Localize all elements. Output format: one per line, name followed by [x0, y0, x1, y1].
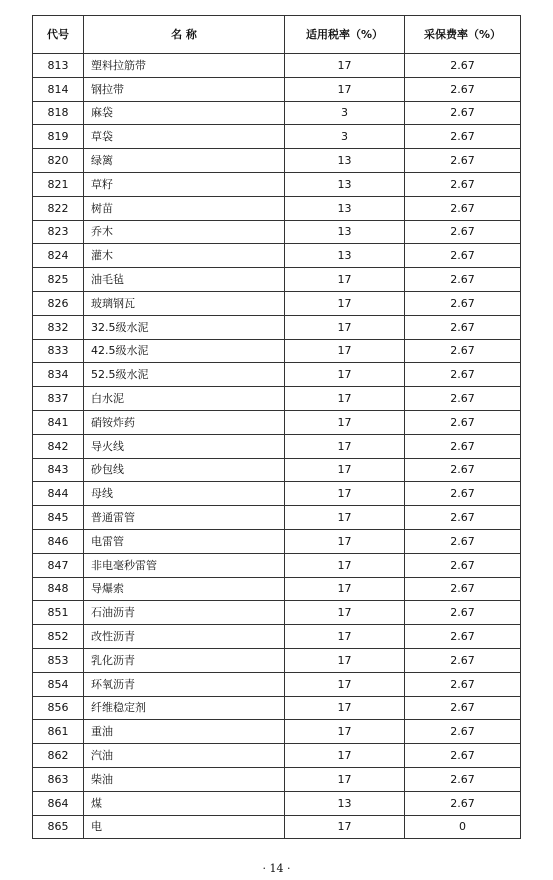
table-row [33, 696, 521, 720]
cell-fee-rate: 2.67 [405, 720, 521, 744]
table-row [33, 458, 521, 482]
cell-name: 改性沥青 [84, 625, 285, 649]
table-row [33, 410, 521, 434]
table-row [33, 339, 521, 363]
cell-name: 导爆索 [84, 577, 285, 601]
cell-tax-rate: 17 [285, 339, 405, 363]
table-row [33, 648, 521, 672]
table-row [33, 125, 521, 149]
cell-tax-rate: 17 [285, 672, 405, 696]
table-row [33, 815, 521, 839]
cell-code: 865 [33, 815, 84, 839]
cell-name: 白水泥 [84, 387, 285, 411]
table-row [33, 220, 521, 244]
cell-fee-rate: 2.67 [405, 577, 521, 601]
cell-code: 837 [33, 387, 84, 411]
cell-code: 856 [33, 696, 84, 720]
cell-tax-rate: 17 [285, 268, 405, 292]
cell-name: 乳化沥青 [84, 648, 285, 672]
cell-tax-rate: 13 [285, 220, 405, 244]
cell-name: 草籽 [84, 172, 285, 196]
cell-name: 草袋 [84, 125, 285, 149]
cell-fee-rate: 2.67 [405, 172, 521, 196]
header-tax-rate: 适用税率（%） [285, 16, 405, 54]
cell-name: 麻袋 [84, 101, 285, 125]
cell-fee-rate: 2.67 [405, 410, 521, 434]
cell-name: 普通雷管 [84, 506, 285, 530]
cell-fee-rate: 2.67 [405, 244, 521, 268]
cell-fee-rate: 2.67 [405, 54, 521, 78]
cell-name: 母线 [84, 482, 285, 506]
cell-fee-rate: 2.67 [405, 268, 521, 292]
table-row [33, 744, 521, 768]
table-row [33, 553, 521, 577]
cell-code: 814 [33, 77, 84, 101]
cell-tax-rate: 17 [285, 77, 405, 101]
cell-tax-rate: 17 [285, 410, 405, 434]
cell-name: 汽油 [84, 744, 285, 768]
cell-name: 电 [84, 815, 285, 839]
cell-tax-rate: 17 [285, 767, 405, 791]
cell-name: 玻璃钢瓦 [84, 291, 285, 315]
cell-fee-rate: 2.67 [405, 648, 521, 672]
cell-code: 834 [33, 363, 84, 387]
cell-fee-rate: 2.67 [405, 672, 521, 696]
cell-fee-rate: 2.67 [405, 744, 521, 768]
cell-name: 电雷管 [84, 529, 285, 553]
table-row [33, 291, 521, 315]
header-code: 代号 [33, 16, 84, 54]
cell-tax-rate: 17 [285, 458, 405, 482]
table-row [33, 601, 521, 625]
cell-tax-rate: 13 [285, 172, 405, 196]
cell-name: 钢拉带 [84, 77, 285, 101]
cell-code: 846 [33, 529, 84, 553]
table-header-row [33, 16, 521, 54]
cell-name: 非电毫秒雷管 [84, 553, 285, 577]
cell-code: 863 [33, 767, 84, 791]
cell-tax-rate: 17 [285, 696, 405, 720]
cell-fee-rate: 2.67 [405, 601, 521, 625]
cell-tax-rate: 13 [285, 149, 405, 173]
table-row [33, 672, 521, 696]
cell-tax-rate: 17 [285, 363, 405, 387]
cell-name: 塑料拉筋带 [84, 54, 285, 78]
cell-code: 861 [33, 720, 84, 744]
table-row [33, 315, 521, 339]
cell-fee-rate: 2.67 [405, 77, 521, 101]
cell-name: 绿篱 [84, 149, 285, 173]
cell-tax-rate: 13 [285, 196, 405, 220]
cell-code: 825 [33, 268, 84, 292]
cell-code: 821 [33, 172, 84, 196]
table-row [33, 77, 521, 101]
table-row [33, 767, 521, 791]
cell-name: 环氧沥青 [84, 672, 285, 696]
table-row [33, 387, 521, 411]
table-row [33, 363, 521, 387]
cell-fee-rate: 2.67 [405, 101, 521, 125]
cell-name: 砂包线 [84, 458, 285, 482]
rate-table [32, 15, 521, 839]
cell-name: 柴油 [84, 767, 285, 791]
cell-code: 832 [33, 315, 84, 339]
table-row [33, 149, 521, 173]
cell-fee-rate: 2.67 [405, 506, 521, 530]
cell-fee-rate: 2.67 [405, 291, 521, 315]
cell-code: 818 [33, 101, 84, 125]
cell-fee-rate: 2.67 [405, 767, 521, 791]
cell-tax-rate: 3 [285, 125, 405, 149]
table-row [33, 434, 521, 458]
cell-tax-rate: 17 [285, 54, 405, 78]
cell-tax-rate: 17 [285, 648, 405, 672]
cell-code: 851 [33, 601, 84, 625]
cell-fee-rate: 2.67 [405, 149, 521, 173]
cell-tax-rate: 3 [285, 101, 405, 125]
cell-tax-rate: 13 [285, 244, 405, 268]
cell-code: 862 [33, 744, 84, 768]
table-row [33, 720, 521, 744]
table-row [33, 54, 521, 78]
cell-fee-rate: 2.67 [405, 315, 521, 339]
cell-fee-rate: 2.67 [405, 482, 521, 506]
cell-code: 824 [33, 244, 84, 268]
cell-code: 842 [33, 434, 84, 458]
cell-tax-rate: 17 [285, 815, 405, 839]
cell-tax-rate: 17 [285, 744, 405, 768]
cell-tax-rate: 17 [285, 529, 405, 553]
cell-code: 841 [33, 410, 84, 434]
cell-tax-rate: 17 [285, 601, 405, 625]
cell-tax-rate: 17 [285, 482, 405, 506]
cell-fee-rate: 2.67 [405, 434, 521, 458]
table-row [33, 268, 521, 292]
cell-code: 819 [33, 125, 84, 149]
cell-name: 油毛毡 [84, 268, 285, 292]
cell-name: 导火线 [84, 434, 285, 458]
table-body [33, 54, 521, 839]
cell-fee-rate: 2.67 [405, 339, 521, 363]
cell-code: 833 [33, 339, 84, 363]
cell-name: 42.5级水泥 [84, 339, 285, 363]
cell-fee-rate: 2.67 [405, 553, 521, 577]
cell-fee-rate: 2.67 [405, 529, 521, 553]
cell-fee-rate: 2.67 [405, 125, 521, 149]
cell-name: 石油沥青 [84, 601, 285, 625]
cell-code: 820 [33, 149, 84, 173]
cell-tax-rate: 17 [285, 315, 405, 339]
cell-fee-rate: 2.67 [405, 791, 521, 815]
cell-fee-rate: 2.67 [405, 387, 521, 411]
page-number: · 14 · [262, 862, 291, 875]
cell-tax-rate: 17 [285, 434, 405, 458]
cell-tax-rate: 17 [285, 553, 405, 577]
cell-code: 854 [33, 672, 84, 696]
cell-tax-rate: 13 [285, 791, 405, 815]
cell-name: 52.5级水泥 [84, 363, 285, 387]
table-row [33, 482, 521, 506]
cell-code: 823 [33, 220, 84, 244]
cell-code: 848 [33, 577, 84, 601]
cell-code: 813 [33, 54, 84, 78]
cell-name: 重油 [84, 720, 285, 744]
cell-fee-rate: 2.67 [405, 220, 521, 244]
cell-fee-rate: 2.67 [405, 696, 521, 720]
cell-tax-rate: 17 [285, 577, 405, 601]
cell-code: 847 [33, 553, 84, 577]
cell-tax-rate: 17 [285, 720, 405, 744]
table-row [33, 244, 521, 268]
cell-name: 纤维稳定剂 [84, 696, 285, 720]
table-row [33, 101, 521, 125]
cell-code: 826 [33, 291, 84, 315]
table-row [33, 506, 521, 530]
cell-name: 乔木 [84, 220, 285, 244]
header-fee-rate: 采保费率（%） [405, 16, 521, 54]
table-row [33, 529, 521, 553]
cell-code: 864 [33, 791, 84, 815]
table-row [33, 625, 521, 649]
cell-tax-rate: 17 [285, 387, 405, 411]
cell-name: 灌木 [84, 244, 285, 268]
table-row [33, 577, 521, 601]
cell-name: 煤 [84, 791, 285, 815]
cell-name: 硝铵炸药 [84, 410, 285, 434]
cell-name: 32.5级水泥 [84, 315, 285, 339]
cell-code: 822 [33, 196, 84, 220]
cell-code: 845 [33, 506, 84, 530]
cell-tax-rate: 17 [285, 291, 405, 315]
cell-fee-rate: 0 [405, 815, 521, 839]
cell-fee-rate: 2.67 [405, 196, 521, 220]
cell-fee-rate: 2.67 [405, 363, 521, 387]
cell-tax-rate: 17 [285, 625, 405, 649]
cell-name: 树苗 [84, 196, 285, 220]
table-row [33, 196, 521, 220]
header-name: 名 称 [84, 16, 285, 54]
table-row [33, 172, 521, 196]
cell-code: 844 [33, 482, 84, 506]
cell-code: 852 [33, 625, 84, 649]
cell-code: 853 [33, 648, 84, 672]
cell-fee-rate: 2.67 [405, 458, 521, 482]
cell-fee-rate: 2.67 [405, 625, 521, 649]
cell-tax-rate: 17 [285, 506, 405, 530]
cell-code: 843 [33, 458, 84, 482]
table-row [33, 791, 521, 815]
